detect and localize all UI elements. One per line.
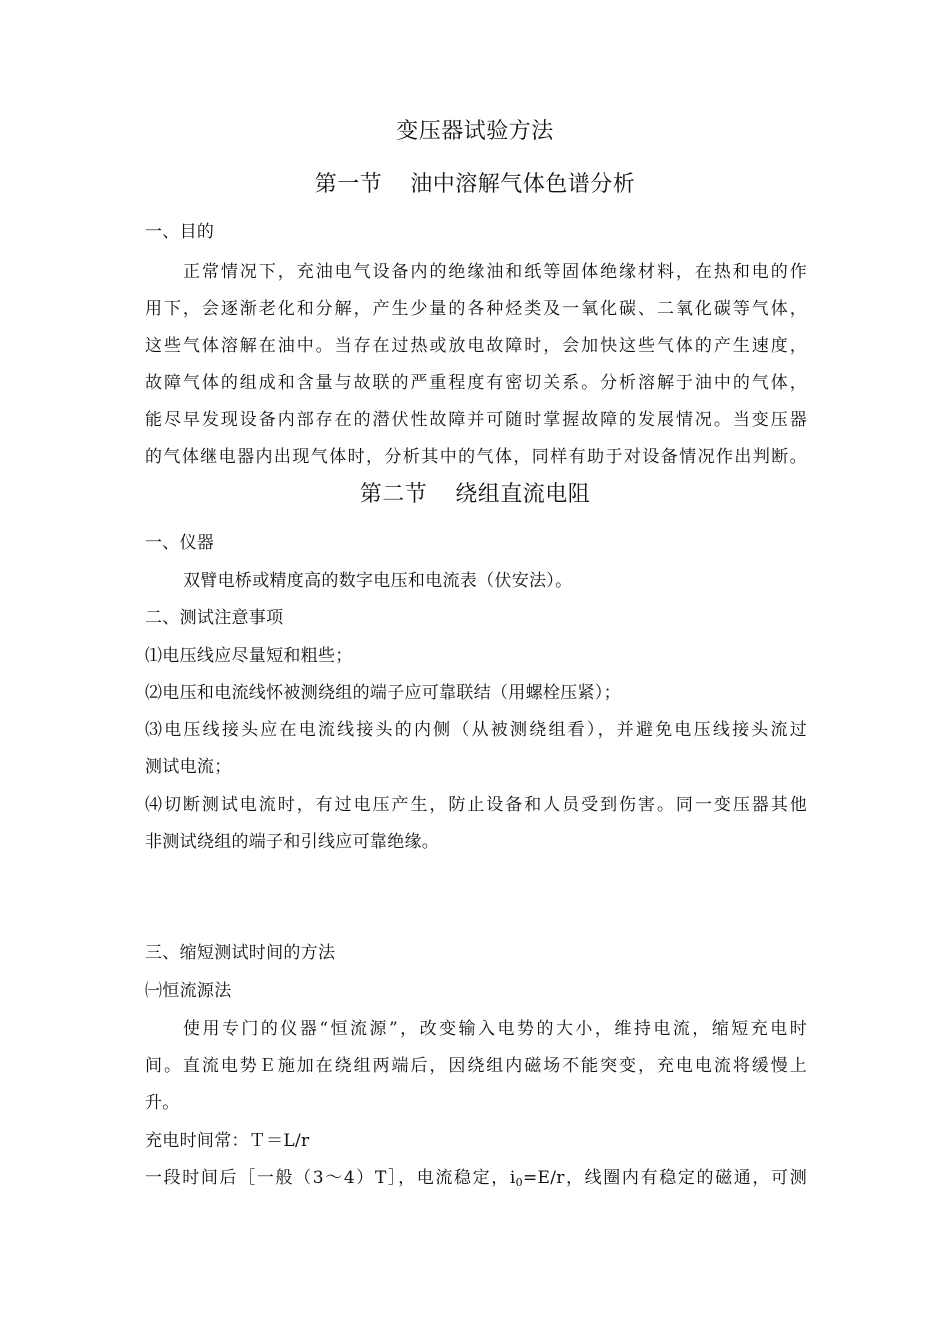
method-1-line: 使用专门的仪器“恒流源”，改变输入电势的大小，维持电流，缩短充电时 [183,1019,807,1039]
paragraph-line: 正常情况下，充油电气设备内的绝缘油和纸等固体绝缘材料，在热和电的作 [183,262,807,282]
section-2-sub-heading-instrument: 一、仪器 [145,533,215,553]
last-line [145,1165,807,1191]
formula-line: 充电时间常：Ｔ＝L/r [145,1131,310,1151]
last-line-part-1: 一段时间后［一般（3～4）T］，电流稳定，i [145,1168,516,1188]
note-item-3-line-2: 测试电流； [145,757,232,777]
paragraph-line: 这些气体溶解在油中。当存在过热或放电故障时，会加快这些气体的产生速度， [145,336,807,356]
paragraph-line: 能尽早发现设备内部存在的潜伏性故障并可随时掌握故障的发展情况。当变压器 [145,410,807,430]
last-line-part-2: =E/r，线圈内有稳定的磁通，可测 [522,1168,807,1188]
section-2-name: 绕组直流电阻 [455,482,591,507]
note-item-3-line-1: ⑶电压线接头应在电流线接头的内侧（从被测绕组看），并避免电压线接头流过 [145,720,807,740]
method-1-heading: ㈠恒流源法 [145,981,232,1001]
subscript-zero: 0 [515,1176,523,1189]
section-1-heading [0,170,950,200]
document-title: 变压器试验方法 [396,119,554,144]
note-item-1: ⑴电压线应尽量短和粗些； [145,646,353,666]
section-2-sub-heading-methods: 三、缩短测试时间的方法 [145,943,336,963]
section-2-sub-heading-notes: 二、测试注意事项 [145,608,284,628]
section-1-sub-heading-purpose: 一、目的 [145,222,215,242]
note-item-2: ⑵电压和电流线怀被测绕组的端子应可靠联结（用螺栓压紧）； [145,683,621,703]
method-1-line: 间。直流电势Ｅ施加在绕组两端后，因绕组内磁场不能突变，充电电流将缓慢上 [145,1056,807,1076]
note-item-4-line-1: ⑷切断测试电流时，有过电压产生，防止设备和人员受到伤害。同一变压器其他 [145,795,807,815]
section-1-name: 油中溶解气体色谱分析 [410,172,636,197]
instrument-text: 双臂电桥或精度高的数字电压和电流表（伏安法）。 [183,571,573,591]
section-1-number: 第一节 [314,172,383,197]
method-1-line: 升。 [145,1093,180,1113]
section-2-heading [0,480,950,510]
paragraph-line: 的气体继电器内出现气体时，分析其中的气体，同样有助于对设备情况作出判断。 [145,447,807,467]
note-item-4-line-2: 非测试绕组的端子和引线应可靠绝缘。 [145,832,440,852]
paragraph-line: 故障气体的组成和含量与故联的严重程度有密切关系。分析溶解于油中的气体， [145,373,807,393]
paragraph-line: 用下，会逐渐老化和分解，产生少量的各种烃类及一氧化碳、二氧化碳等气体， [145,299,807,319]
section-2-number: 第二节 [359,482,428,507]
